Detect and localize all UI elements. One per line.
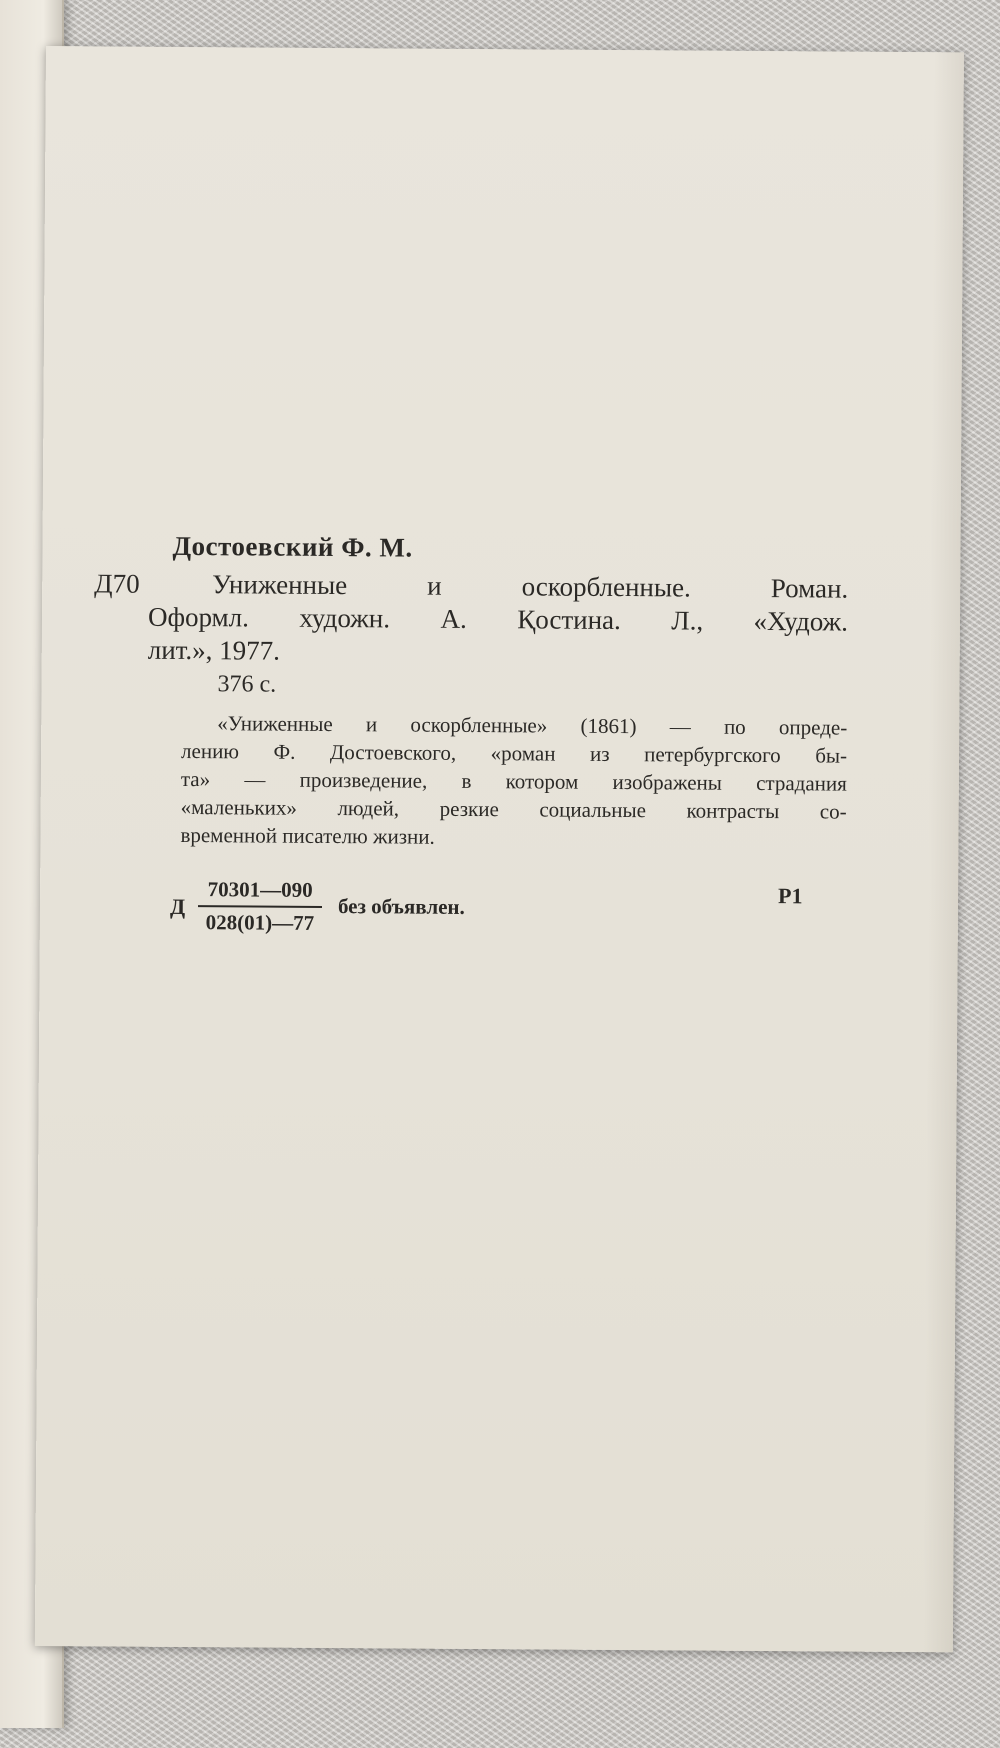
annotation-line-5: временной писателю жизни. (180, 822, 435, 849)
annotation-line-3: та» — произведение, в котором изображены страдания (180, 766, 847, 796)
description-line-2: Оформл. художн. А. Қостина. Л., «Худож. (147, 601, 849, 637)
description-line-1: Униженные и оскорбленные. Роман. (212, 569, 849, 604)
index-fraction (198, 877, 322, 936)
annotation-line-4: «маленьких» людей, резкие социальные контрасты со- (180, 794, 847, 824)
annotation-line-1: «Униженные и оскорбленные» (1861) — по опреде- (217, 711, 848, 740)
price-letter: Д (169, 893, 186, 919)
fraction-numerator: 70301—090 (198, 877, 322, 908)
book-page (35, 46, 964, 1652)
catalog-code: Д70 (94, 568, 140, 599)
author-name: Достоевский Ф. М. (172, 530, 413, 563)
classification-code: Р1 (777, 883, 803, 909)
description-line-3: лит.», 1977. (147, 634, 281, 666)
show-through-mark (433, 519, 633, 540)
fraction-denominator: 028(01)—77 (205, 910, 315, 935)
annotation-line-2: лению Ф. Достоевского, «роман из петербургского бы- (180, 738, 848, 768)
page-count: 376 с. (217, 671, 277, 698)
price-note: без объявлен. (337, 894, 465, 919)
